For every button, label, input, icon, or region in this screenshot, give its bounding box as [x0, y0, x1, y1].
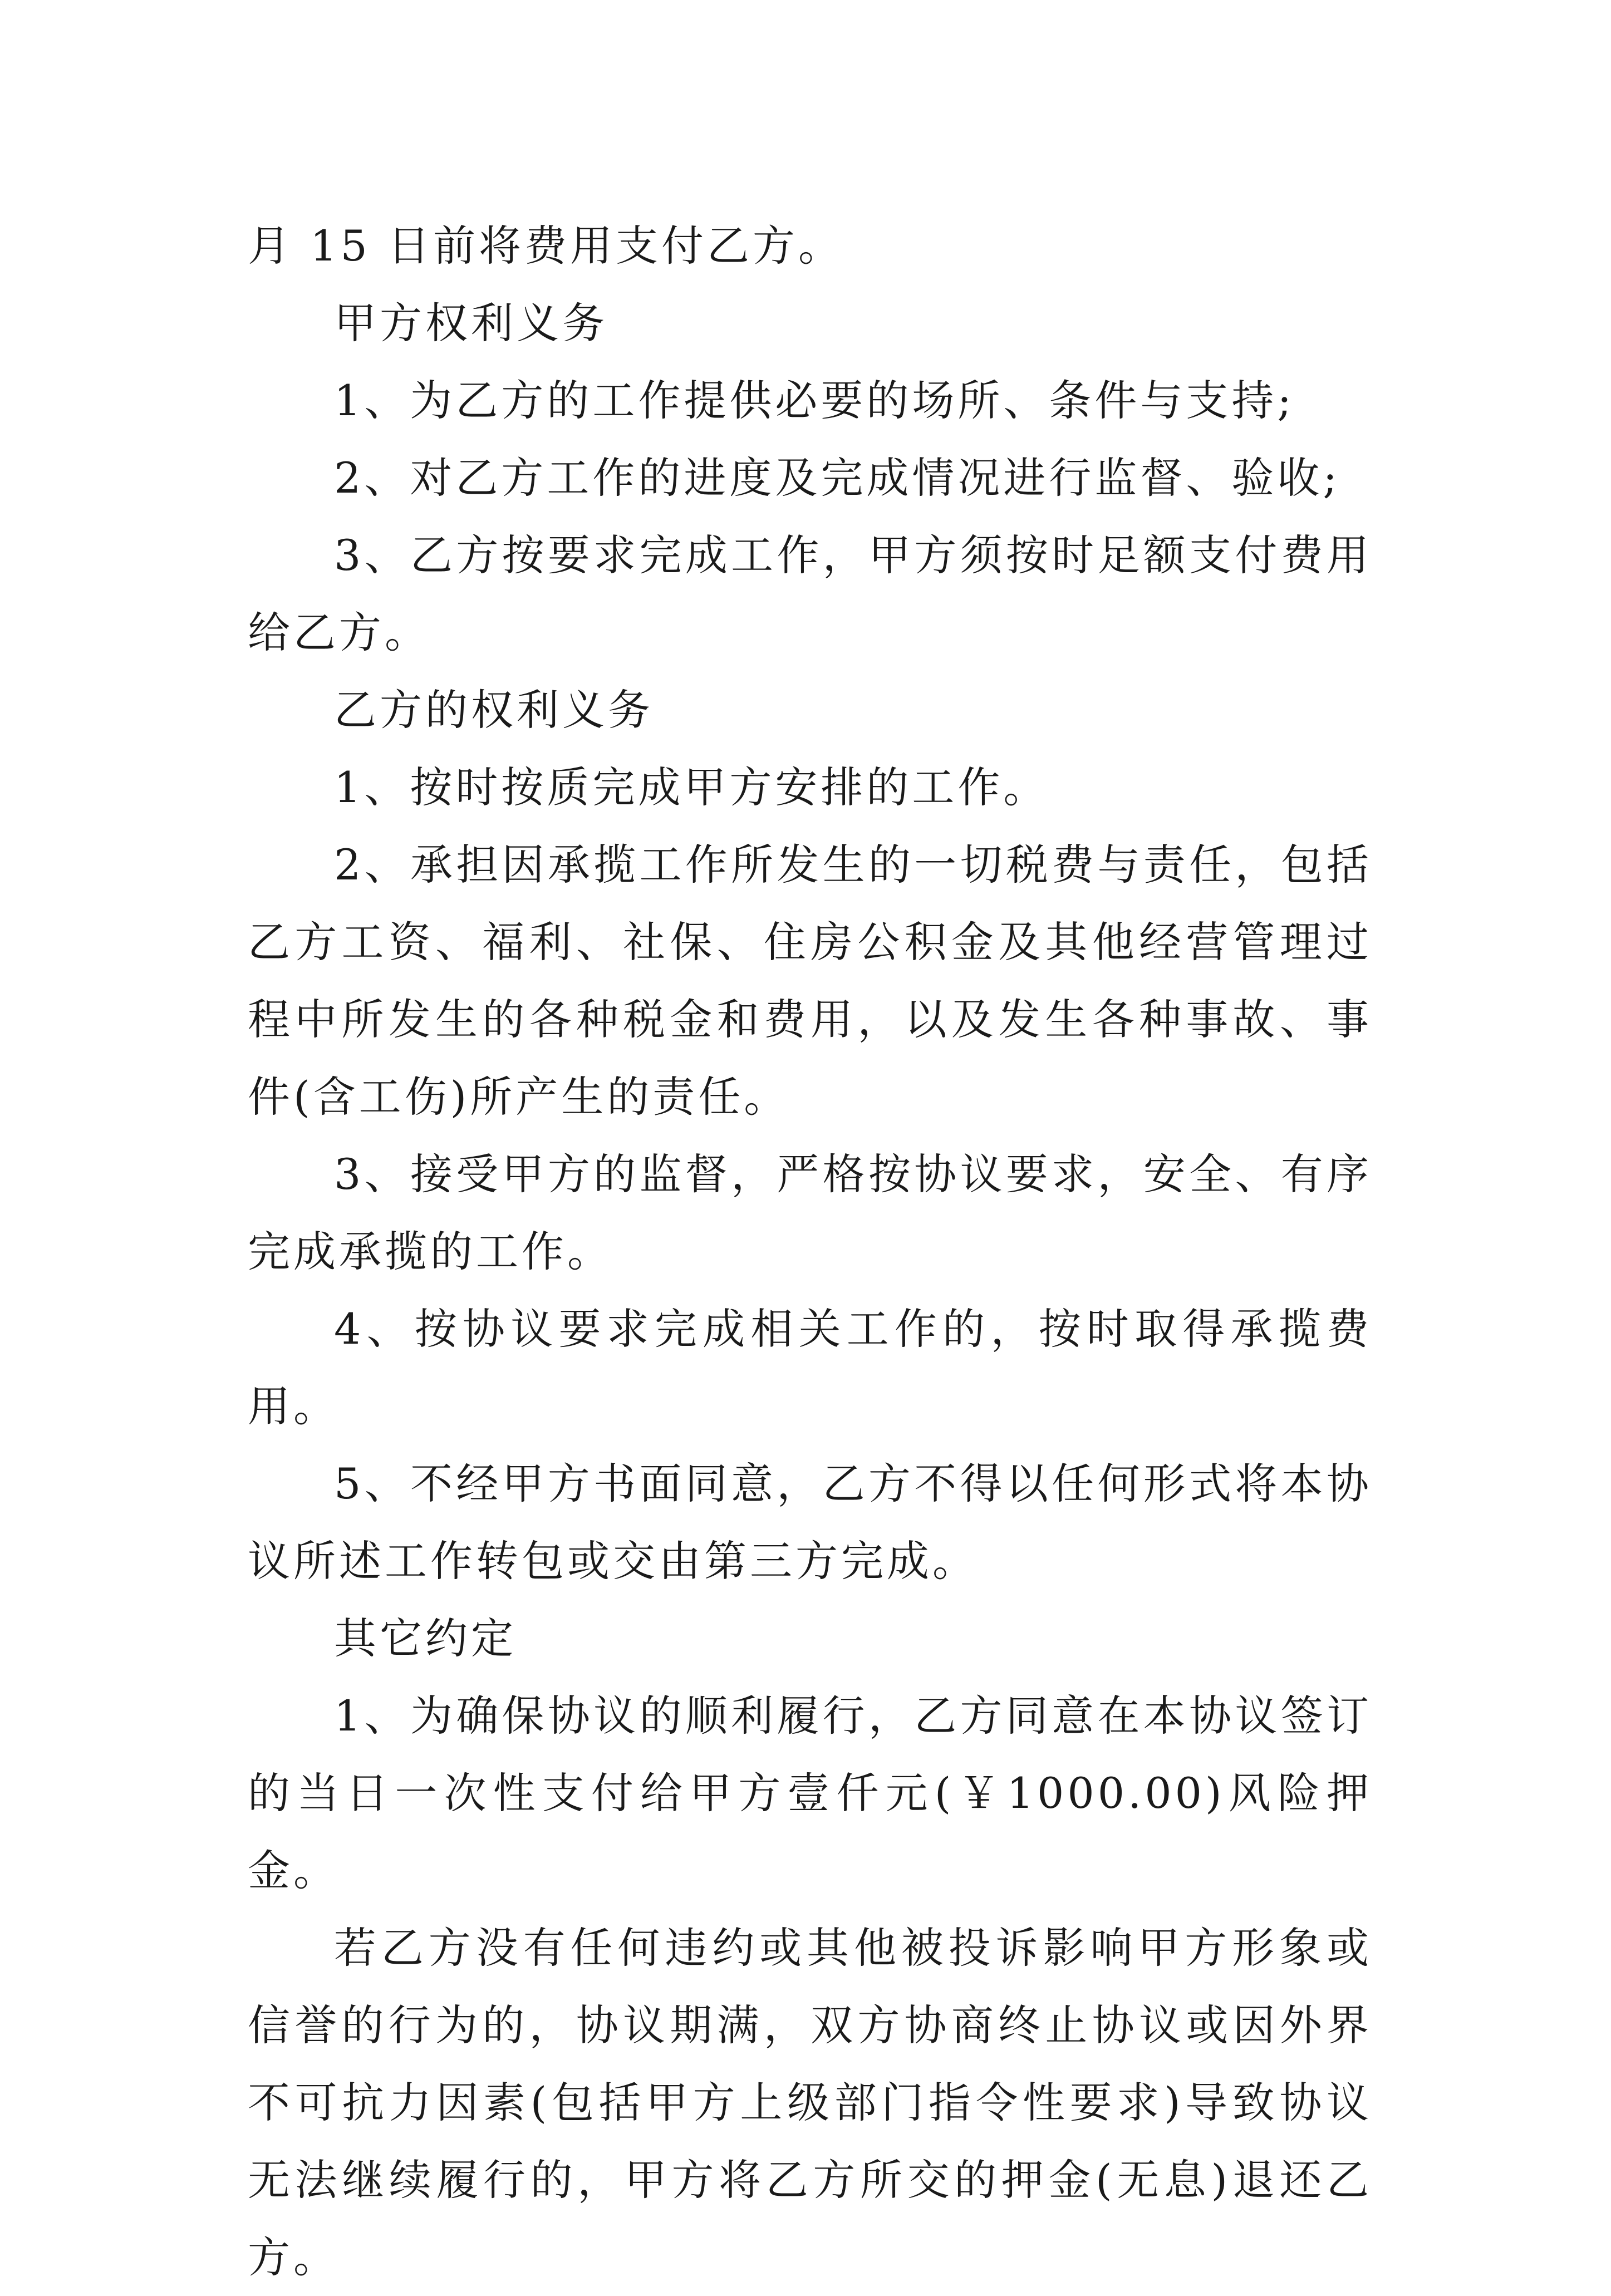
other-terms-item-1: 1、为确保协议的顺利履行，乙方同意在本协议签订的当日一次性支付给甲方壹仟元(￥1000.00)风险押金。 [248, 1691, 1372, 1895]
party-a-item-3: 3、乙方按要求完成工作，甲方须按时足额支付费用给乙方。 [248, 530, 1372, 657]
party-b-item-1: 1、按时按质完成甲方安排的工作。 [334, 763, 1049, 812]
heading-party-b-rights: 乙方的权利义务 [334, 685, 654, 735]
heading-other-terms: 其它约定 [334, 1614, 517, 1663]
paragraph-fee-payment-continuation: 月 15 日前将费用支付乙方。 [248, 221, 844, 271]
party-a-item-1: 1、为乙方的工作提供必要的场所、条件与支持; [334, 376, 1295, 425]
deposit-refund-clause: 若乙方没有任何违约或其他被投诉影响甲方形象或信誉的行为的，协议期满，双方协商终止协议或因外界不可抗力因素(包括甲方上级部门指令性要求)导致协议无法继续履行的，甲方将乙方所交的押金(无息)退还乙方。 [248, 1923, 1372, 2282]
party-a-item-2: 2、对乙方工作的进度及完成情况进行监督、验收; [334, 453, 1340, 503]
party-b-item-4: 4、按协议要求完成相关工作的，按时取得承揽费用。 [248, 1304, 1372, 1431]
document-body [248, 207, 1372, 2296]
party-b-item-5: 5、不经甲方书面同意，乙方不得以任何形式将本协议所述工作转包或交由第三方完成。 [248, 1459, 1372, 1586]
heading-party-a-rights: 甲方权利义务 [334, 298, 608, 348]
party-b-item-2: 2、承担因承揽工作所发生的一切税费与责任，包括乙方工资、福利、社保、住房公积金及其他经营管理过程中所发生的各种税金和费用，以及发生各种事故、事件(含工伤)所产生的责任。 [248, 840, 1372, 1122]
party-b-item-3: 3、接受甲方的监督，严格按协议要求，安全、有序完成承揽的工作。 [248, 1149, 1372, 1276]
